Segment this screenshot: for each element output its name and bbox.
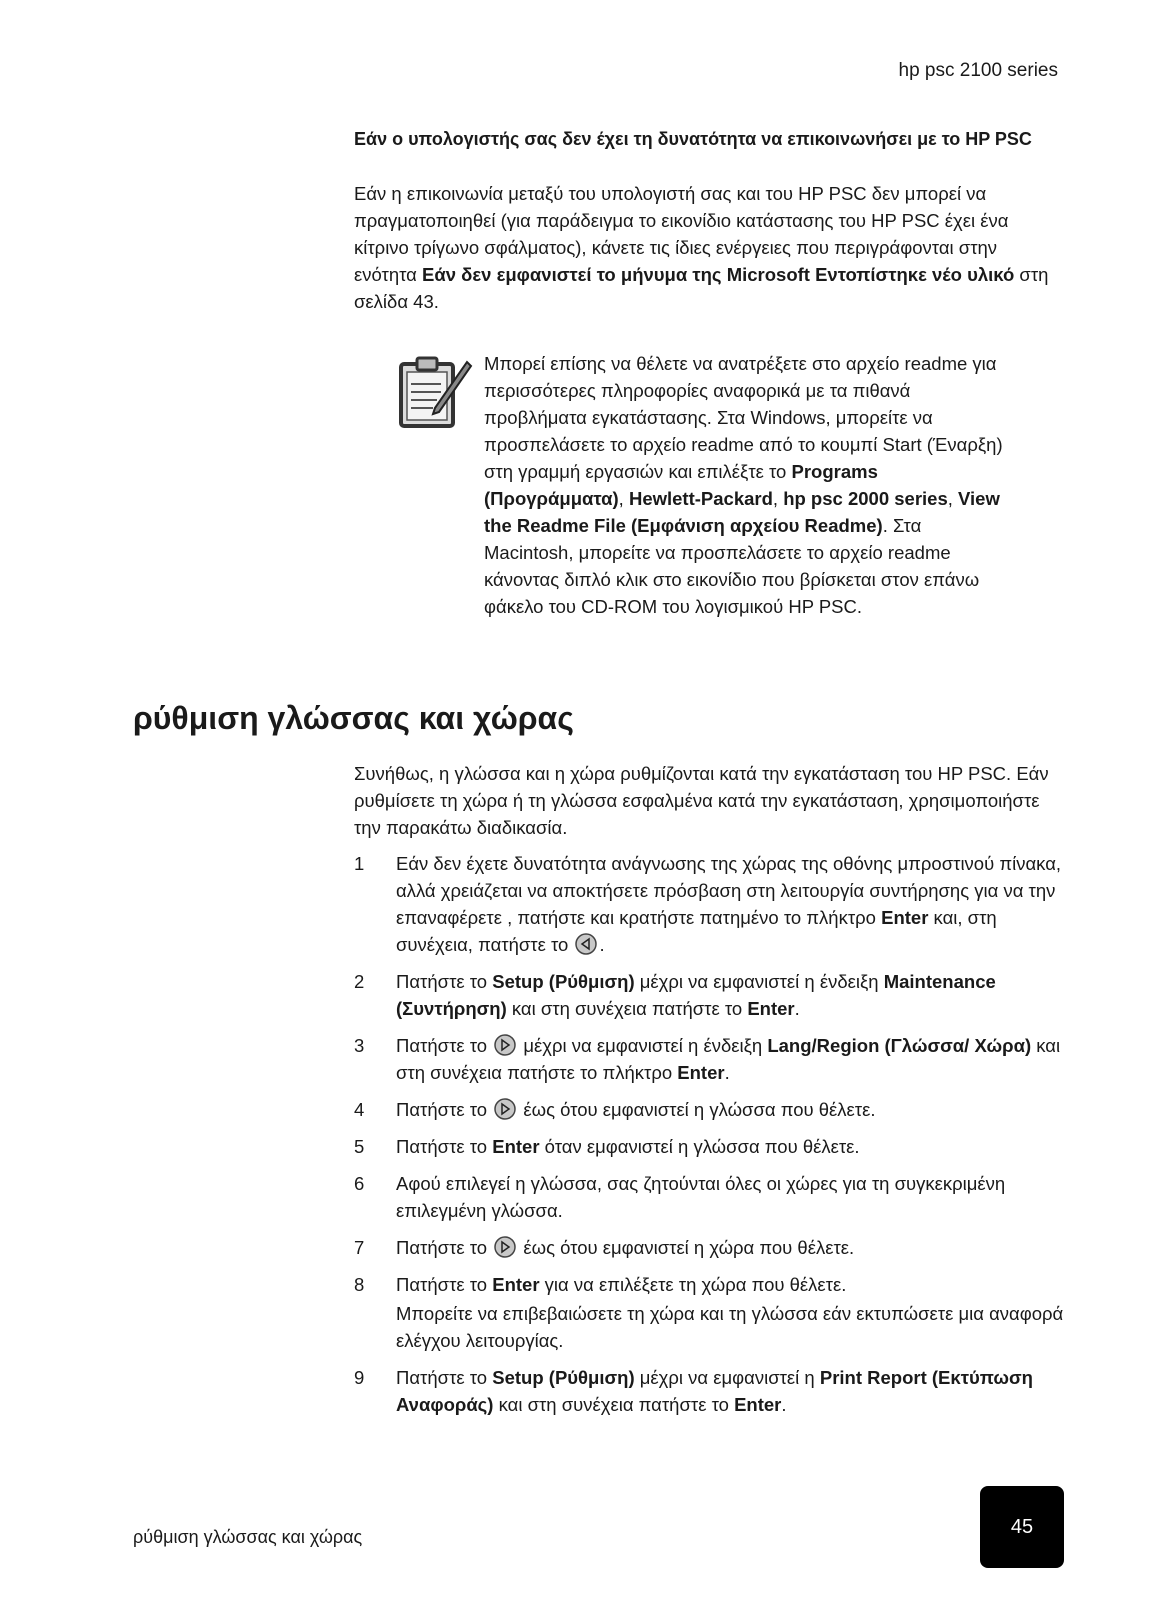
step-text: . <box>599 934 605 955</box>
step-1 <box>354 850 1064 958</box>
note-paragraph <box>484 350 1014 620</box>
footer-section-name: ρύθμιση γλώσσας και χώρας <box>133 1527 363 1547</box>
step-9 <box>354 1364 1064 1418</box>
running-header: hp psc 2100 series <box>898 60 1058 81</box>
step-bold: Enter <box>677 1062 725 1083</box>
steps-list <box>354 850 1064 1428</box>
step-bold: Enter <box>492 1136 540 1157</box>
note-clipboard-icon <box>397 352 473 430</box>
step-bold: Maintenance (Συντήρηση) <box>396 971 996 1019</box>
step-number: 3 <box>354 1035 365 1056</box>
step-text: Πατήστε το <box>396 1035 493 1056</box>
step-number: 1 <box>354 853 365 874</box>
step-text: Πατήστε το <box>396 1136 493 1157</box>
step-text: μέχρι να εμφανιστεί η ένδειξη <box>634 971 884 992</box>
step-7 <box>354 1234 1064 1261</box>
step-number: 2 <box>354 971 365 992</box>
note-text-5: . Στα Macintosh, μπορείτε να προσπελάσετε το αρχείο readme κάνοντας διπλό κλικ στο εικονίδιο που βρίσκεται στον επάνω φάκελο του CD-ROM του λογισμικού HP PSC. <box>484 515 980 617</box>
page-number-badge <box>980 1486 1064 1568</box>
step-text: Εάν δεν έχετε δυνατότητα ανάγνωσης της χώρας της οθόνης μπροστινού πίνακα, αλλά χρειάζεται να αποκτήσετε πρόσβαση στη λειτουργία συντήρησης για να την επαναφέρετε , πατήστε και κρατήστε πατημένο το πλήκτρο <box>396 853 1062 928</box>
step-bold: Enter <box>881 907 929 928</box>
step-number: 4 <box>354 1099 365 1120</box>
note-text-1: Μπορεί επίσης να θέλετε να ανατρέξετε στο αρχείο readme για περισσότερες πληροφορίες αναφορικά με τα πιθανά προβλήματα εγκατάστασης. Στα Windows, μπορείτε να προσπελάσετε το αρχείο readme από το κουμπί Start (Έναρξη) στη γραμμή εργασιών και επιλέξτε το <box>484 353 1003 482</box>
step-number: 5 <box>354 1136 365 1157</box>
step-text: Πατήστε το <box>396 971 493 992</box>
step-text: και, στη συνέχεια, πατήστε το <box>396 907 997 955</box>
section-intro: Συνήθως, η γλώσσα και η χώρα ρυθμίζονται κατά την εγκατάσταση του HP PSC. Εάν ρυθμίσετε τη χώρα ή τη γλώσσα εσφαλμένα κατά την εγκατάσταση, χρησιμοποιήστε την παρακάτω διαδικασία. <box>354 763 1049 838</box>
step-3 <box>354 1032 1064 1086</box>
step-bold: Enter <box>492 1274 540 1295</box>
step-8 <box>354 1271 1064 1354</box>
note-text-4: , <box>947 488 959 509</box>
step-text: Αφού επιλεγεί η γλώσσα, σας ζητούνται όλες οι χώρες για τη συγκεκριμένη επιλεγμένη γλώσσα. <box>396 1173 1006 1221</box>
subheading: Εάν ο υπολογιστής σας δεν έχει τη δυνατότητα να επικοινωνήσει με το HP PSC <box>354 129 1032 149</box>
note-text-2: , <box>618 488 629 509</box>
right-arrow-button-icon <box>494 1236 516 1258</box>
step-number: 8 <box>354 1274 365 1295</box>
step-text: έως ότου εμφανιστεί η γλώσσα που θέλετε. <box>518 1099 876 1120</box>
step-6 <box>354 1170 1064 1224</box>
step-bold: Enter <box>734 1394 782 1415</box>
step-4 <box>354 1096 1064 1123</box>
note-bold-readme: View the Readme File (Εμφάνιση αρχείου Readme) <box>484 488 1000 536</box>
step-bold: Lang/Region (Γλώσσα/ Χώρα) <box>767 1035 1032 1056</box>
step-text: μέχρι να εμφανιστεί η <box>634 1367 820 1388</box>
step-bold: Print Report (Εκτύπωση Αναφοράς) <box>396 1367 1033 1415</box>
step-bold: Setup (Ρύθμιση) <box>492 971 635 992</box>
step-number: 7 <box>354 1237 365 1258</box>
step-text: έως ότου εμφανιστεί η χώρα που θέλετε. <box>518 1237 855 1258</box>
intro-bold-1: Εάν δεν εμφανιστεί το μήνυμα της Microsoft Εντοπίστηκε νέο υλικό <box>422 264 1015 285</box>
intro-paragraph <box>354 180 1054 315</box>
step-5 <box>354 1133 1064 1160</box>
right-arrow-button-icon <box>494 1098 516 1120</box>
step-text: όταν εμφανιστεί η γλώσσα που θέλετε. <box>539 1136 860 1157</box>
step-number: 9 <box>354 1367 365 1388</box>
step-number: 6 <box>354 1173 365 1194</box>
step-text: . <box>724 1062 730 1083</box>
step-text: και στη συνέχεια πατήστε το <box>506 998 748 1019</box>
step-bold: Setup (Ρύθμιση) <box>492 1367 635 1388</box>
step-text: Πατήστε το <box>396 1237 493 1258</box>
step-text: Πατήστε το <box>396 1274 493 1295</box>
right-arrow-button-icon <box>494 1034 516 1056</box>
intro-text-1: Εάν η επικοινωνία μεταξύ του υπολογιστή σας και του HP PSC δεν μπορεί να πραγματοποιηθεί (για παράδειγμα το εικονίδιο κατάστασης του HP PSC έχει ένα κίτρινο τρίγωνο σφάλματος), κάνετε τις ίδιες ενέργειες που περιγράφονται στην ενότητα <box>354 183 1009 285</box>
note-bold-programs: Programs (Προγράμματα) <box>484 461 878 509</box>
step-text: και στη συνέχεια πατήστε το <box>493 1394 735 1415</box>
note-bold-hp: Hewlett-Packard <box>628 488 773 509</box>
intro-text-2: στη σελίδα 43. <box>354 264 1049 312</box>
step-extra-note: Μπορείτε να επιβεβαιώσετε τη χώρα και τη γλώσσα εάν εκτυπώσετε μια αναφορά ελέγχου λειτουργίας. <box>396 1303 1064 1351</box>
step-text: και στη συνέχεια πατήστε το πλήκτρο <box>396 1035 1061 1083</box>
step-text: . <box>781 1394 787 1415</box>
note-text-3: , <box>772 488 784 509</box>
section-title: ρύθμιση γλώσσας και χώρας <box>133 700 574 736</box>
step-bold: Enter <box>747 998 795 1019</box>
step-text: . <box>794 998 800 1019</box>
step-text: μέχρι να εμφανιστεί η ένδειξη <box>518 1035 768 1056</box>
step-text: Πατήστε το <box>396 1367 493 1388</box>
step-text: Πατήστε το <box>396 1099 493 1120</box>
step-text: για να επιλέξετε τη χώρα που θέλετε. <box>539 1274 847 1295</box>
page-number: 45 <box>1010 1515 1034 1538</box>
left-arrow-button-icon <box>575 933 597 955</box>
note-bold-series: hp psc 2000 series <box>783 488 948 509</box>
step-2 <box>354 968 1064 1022</box>
